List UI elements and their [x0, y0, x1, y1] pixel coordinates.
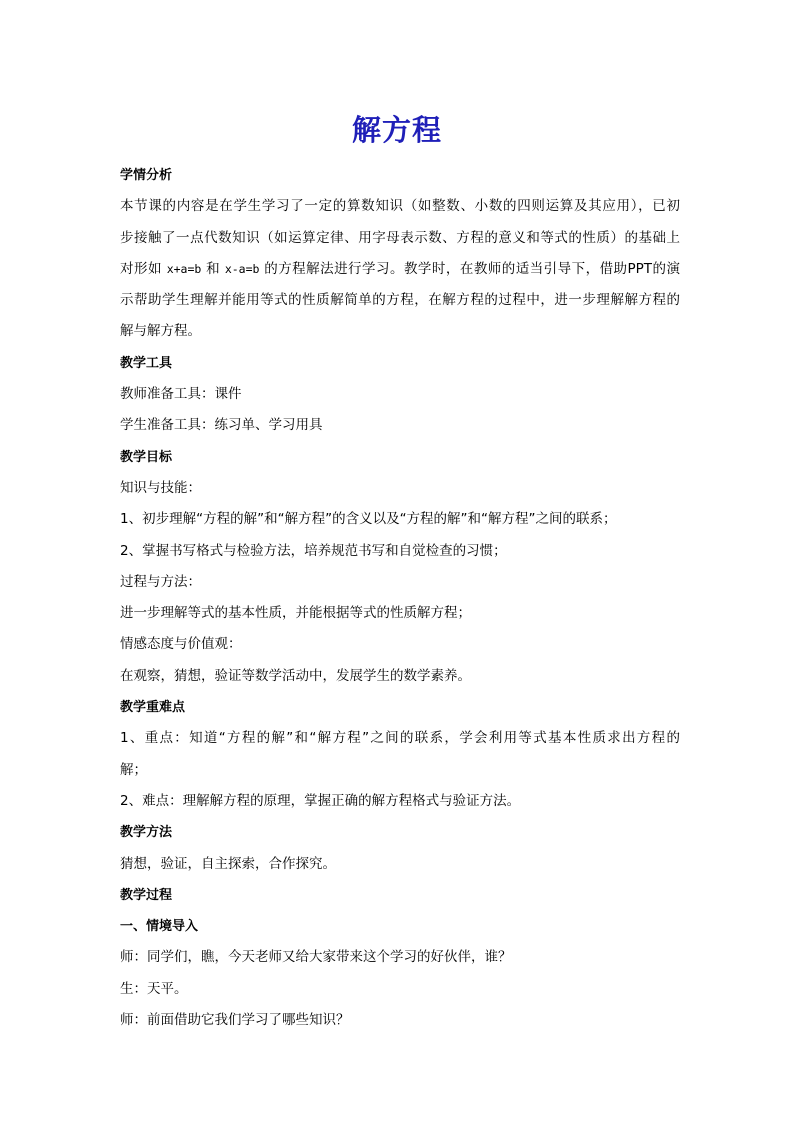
goals-attitude-label: 情感态度与价值观： [120, 636, 242, 653]
text-segment: 对形如 [120, 260, 167, 277]
goals-process-item: 进一步理解等式的基本性质，并能根据等式的性质解方程； [120, 605, 471, 622]
goals-process-label: 过程与方法： [120, 573, 201, 590]
page-title: 解方程 [351, 113, 442, 147]
goals-knowledge-item: 1、初步理解“方程的解”和“解方程”的含义以及“方程的解”和“解方程”之间的联系； [120, 511, 617, 528]
equation-x-plus-a: x+a=b [166, 261, 202, 276]
section-heading-analysis: 学情分析 [120, 168, 173, 183]
paragraph-line: 示帮助学生理解并能用等式的性质解简单的方程，在解方程的过程中，进一步理解解方程的 [120, 292, 680, 309]
section-heading-methods: 教学方法 [120, 825, 173, 841]
section-heading-tools: 教学工具 [120, 355, 173, 371]
text-segment: 的方程解法进行学习。教学时，在教师的适当引导下，借助PPT的演 [259, 260, 680, 277]
goals-knowledge-label: 知识与技能： [120, 479, 201, 496]
equation-x-minus-a: x-a=b [224, 261, 260, 276]
dialog-line: 生：天平。 [120, 980, 188, 997]
goals-knowledge-item: 2、掌握书写格式与检验方法，培养规范书写和自觉检查的习惯； [120, 542, 507, 559]
paragraph-line: 解与解方程。 [120, 323, 201, 340]
section-heading-keypoints: 教学重难点 [120, 700, 186, 716]
process-subheading: 一、情境导入 [120, 919, 199, 935]
document-body [120, 160, 680, 1036]
text-segment: 和 [201, 260, 225, 277]
section-heading-goals: 教学目标 [120, 449, 173, 465]
dialog-line: 师：前面借助它我们学习了哪些知识？ [120, 1012, 350, 1029]
keypoint-line: 1、重点：知道“方程的解”和“解方程”之间的联系，学会利用等式基本性质求出方程的 [120, 730, 680, 747]
methods-text: 猜想，验证，自主探索，合作探究。 [120, 855, 336, 872]
difficulty-line: 2、难点：理解解方程的原理，掌握正确的解方程格式与验证方法。 [120, 792, 521, 809]
dialog-line: 师：同学们，瞧，今天老师又给大家带来这个学习的好伙伴，谁？ [120, 949, 512, 966]
paragraph-line-equations [120, 254, 680, 285]
tools-teacher: 教师准备工具：课件 [120, 386, 242, 403]
tools-student: 学生准备工具：练习单、学习用具 [120, 417, 323, 434]
keypoint-line: 解； [120, 761, 147, 778]
goals-attitude-item: 在观察，猜想，验证等数学活动中，发展学生的数学素养。 [120, 667, 471, 684]
section-heading-process: 教学过程 [120, 887, 173, 903]
paragraph-line: 步接触了一点代数知识（如运算定律、用字母表示数、方程的意义和等式的性质）的基础上 [120, 229, 680, 246]
paragraph-line: 本节课的内容是在学生学习了一定的算数知识（如整数、小数的四则运算及其应用），已初 [120, 198, 680, 215]
